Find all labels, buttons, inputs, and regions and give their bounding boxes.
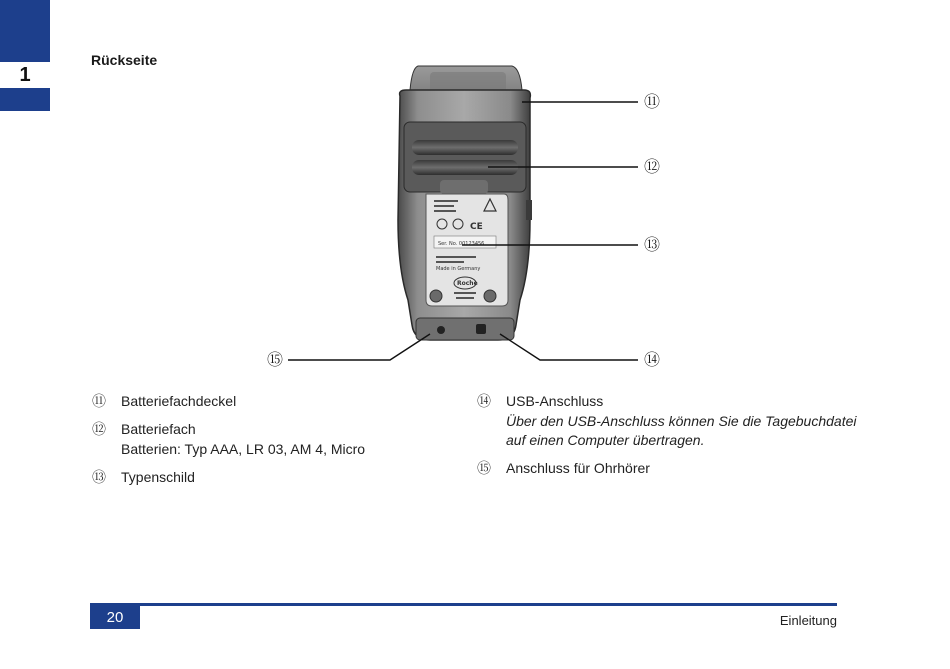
legend-number: ⑬ [92, 469, 106, 485]
label-brand: Roche [457, 280, 478, 287]
usb-port [476, 324, 486, 334]
callout-15: ⑮ [266, 352, 283, 369]
legend-text: Typenschild [121, 469, 195, 485]
callout-12: ⑫ [643, 159, 660, 176]
ce-mark: CE [470, 222, 483, 232]
callout-line-15 [288, 334, 430, 360]
section-title: Rückseite [91, 52, 158, 68]
legend-note-line-2: auf einen Computer übertragen. [506, 432, 705, 448]
label-serial: Ser. No. 00123456 [438, 241, 485, 247]
legend-text: Anschluss für Ohrhörer [506, 460, 650, 476]
footer-rule [90, 603, 837, 606]
callout-line-14 [500, 334, 638, 360]
legend-text: Batteriefachdeckel [121, 393, 237, 409]
legend-note-line-1: Über den USB-Anschluss können Sie die Tagebuchdatei [506, 413, 857, 429]
callout-14: ⑭ [643, 352, 660, 369]
legend-text: Batteriefach [121, 421, 196, 437]
legend-number: ⑫ [92, 421, 106, 437]
label-made-in: Made in Germany [436, 266, 481, 272]
legend-number: ⑮ [477, 460, 491, 476]
legend-text: USB-Anschluss [506, 393, 604, 409]
legend-number: ⑪ [92, 393, 106, 409]
legend-text-battery-type: Batterien: Typ AAA, LR 03, AM 4, Micro [121, 441, 366, 457]
callout-13: ⑬ [643, 237, 660, 254]
page-number: 20 [90, 606, 140, 629]
legend-number: ⑭ [477, 393, 491, 409]
chapter-number: 1 [19, 64, 31, 86]
battery-1 [412, 140, 518, 155]
footer-chapter-label: Einleitung [779, 613, 837, 628]
callout-11: ⑪ [643, 94, 660, 111]
earphone-jack [437, 326, 445, 334]
